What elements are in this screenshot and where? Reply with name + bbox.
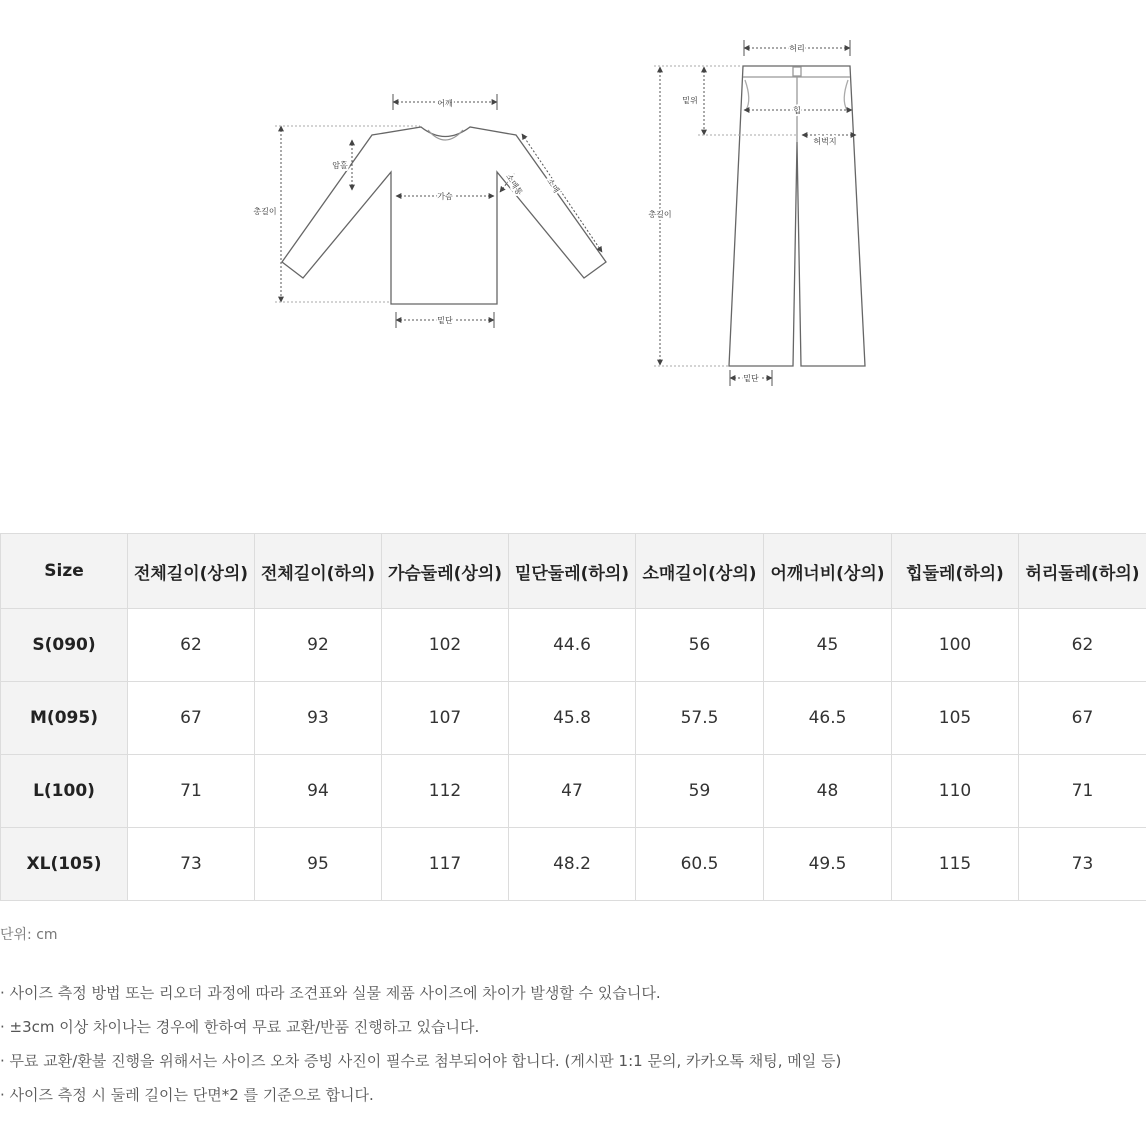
note-item: · ±3cm 이상 차이나는 경우에 한하여 무료 교환/반품 진행하고 있습니다. <box>0 1018 480 1036</box>
table-cell: 62 <box>128 609 255 682</box>
table-cell: 93 <box>255 682 382 755</box>
header-total-length-top: 전체길이(상의) <box>128 534 255 609</box>
label-bottom-total-length: 총길이 <box>648 210 672 219</box>
label-hip: 힙 <box>793 106 801 115</box>
header-sleeve: 소매길이(상의) <box>636 534 764 609</box>
table-cell: 45 <box>764 609 892 682</box>
table-cell: 94 <box>255 755 382 828</box>
row-size-label: XL(105) <box>1 828 128 901</box>
table-cell: 92 <box>255 609 382 682</box>
table-cell: 115 <box>892 828 1019 901</box>
table-cell: 45.8 <box>509 682 636 755</box>
note-item: · 무료 교환/환불 진행을 위해서는 사이즈 오차 증빙 사진이 필수로 첨부되어야 합니다. (게시판 1:1 문의, 카카오톡 채팅, 메일 등) <box>0 1052 842 1070</box>
table-cell: 67 <box>1019 682 1146 755</box>
note-item: · 사이즈 측정 시 둘레 길이는 단면*2 를 기준으로 합니다. <box>0 1086 374 1104</box>
table-row <box>1 682 1146 755</box>
top-garment-illustration <box>282 127 606 304</box>
table-cell: 71 <box>128 755 255 828</box>
header-shoulder: 어깨너비(상의) <box>764 534 892 609</box>
header-size: Size <box>1 534 128 609</box>
table-cell: 48 <box>764 755 892 828</box>
size-chart-table <box>0 533 1146 901</box>
table-cell: 71 <box>1019 755 1146 828</box>
header-hip: 힙둘레(하의) <box>892 534 1019 609</box>
label-rise: 밑위 <box>682 96 698 105</box>
size-measurement-diagram <box>0 0 1146 460</box>
table-cell: 62 <box>1019 609 1146 682</box>
table-cell: 44.6 <box>509 609 636 682</box>
label-waist: 허리 <box>789 44 805 53</box>
header-hem: 밑단둘레(하의) <box>509 534 636 609</box>
label-shoulder: 어깨 <box>437 99 453 108</box>
table-cell: 73 <box>128 828 255 901</box>
top-measure-lines <box>275 94 602 328</box>
table-row <box>1 755 1146 828</box>
table-row <box>1 828 1146 901</box>
label-top-total-length: 총길이 <box>253 207 277 216</box>
table-cell: 49.5 <box>764 828 892 901</box>
header-waist: 허리둘레(하의) <box>1019 534 1146 609</box>
table-cell: 46.5 <box>764 682 892 755</box>
table-cell: 57.5 <box>636 682 764 755</box>
header-chest: 가슴둘레(상의) <box>382 534 509 609</box>
table-cell: 102 <box>382 609 509 682</box>
unit-note: 단위: cm <box>0 927 58 943</box>
table-cell: 112 <box>382 755 509 828</box>
label-sleeve: 소매 <box>545 176 562 195</box>
table-cell: 73 <box>1019 828 1146 901</box>
bottom-measure-lines <box>654 40 856 386</box>
table-header-row <box>1 534 1146 609</box>
table-cell: 95 <box>255 828 382 901</box>
table-cell: 48.2 <box>509 828 636 901</box>
table-cell: 47 <box>509 755 636 828</box>
table-cell: 117 <box>382 828 509 901</box>
table-cell: 110 <box>892 755 1019 828</box>
label-top-hem: 밑단 <box>437 316 453 325</box>
note-item: · 사이즈 측정 방법 또는 리오더 과정에 따라 조견표와 실물 제품 사이즈에 차이가 발생할 수 있습니다. <box>0 984 661 1002</box>
table-cell: 100 <box>892 609 1019 682</box>
table-row <box>1 609 1146 682</box>
table-cell: 105 <box>892 682 1019 755</box>
table-cell: 67 <box>128 682 255 755</box>
label-sleeve-opening: 소매통 <box>504 172 525 197</box>
label-chest: 가슴 <box>437 192 453 201</box>
row-size-label: L(100) <box>1 755 128 828</box>
table-cell: 107 <box>382 682 509 755</box>
table-cell: 60.5 <box>636 828 764 901</box>
header-total-length-bottom: 전체길이(하의) <box>255 534 382 609</box>
label-armhole: 암홀 <box>332 161 348 170</box>
row-size-label: S(090) <box>1 609 128 682</box>
label-bottom-hem: 밑단 <box>743 374 759 383</box>
size-notes-list <box>0 983 841 1119</box>
table-cell: 56 <box>636 609 764 682</box>
row-size-label: M(095) <box>1 682 128 755</box>
label-thigh: 허벅지 <box>813 137 837 146</box>
table-cell: 59 <box>636 755 764 828</box>
